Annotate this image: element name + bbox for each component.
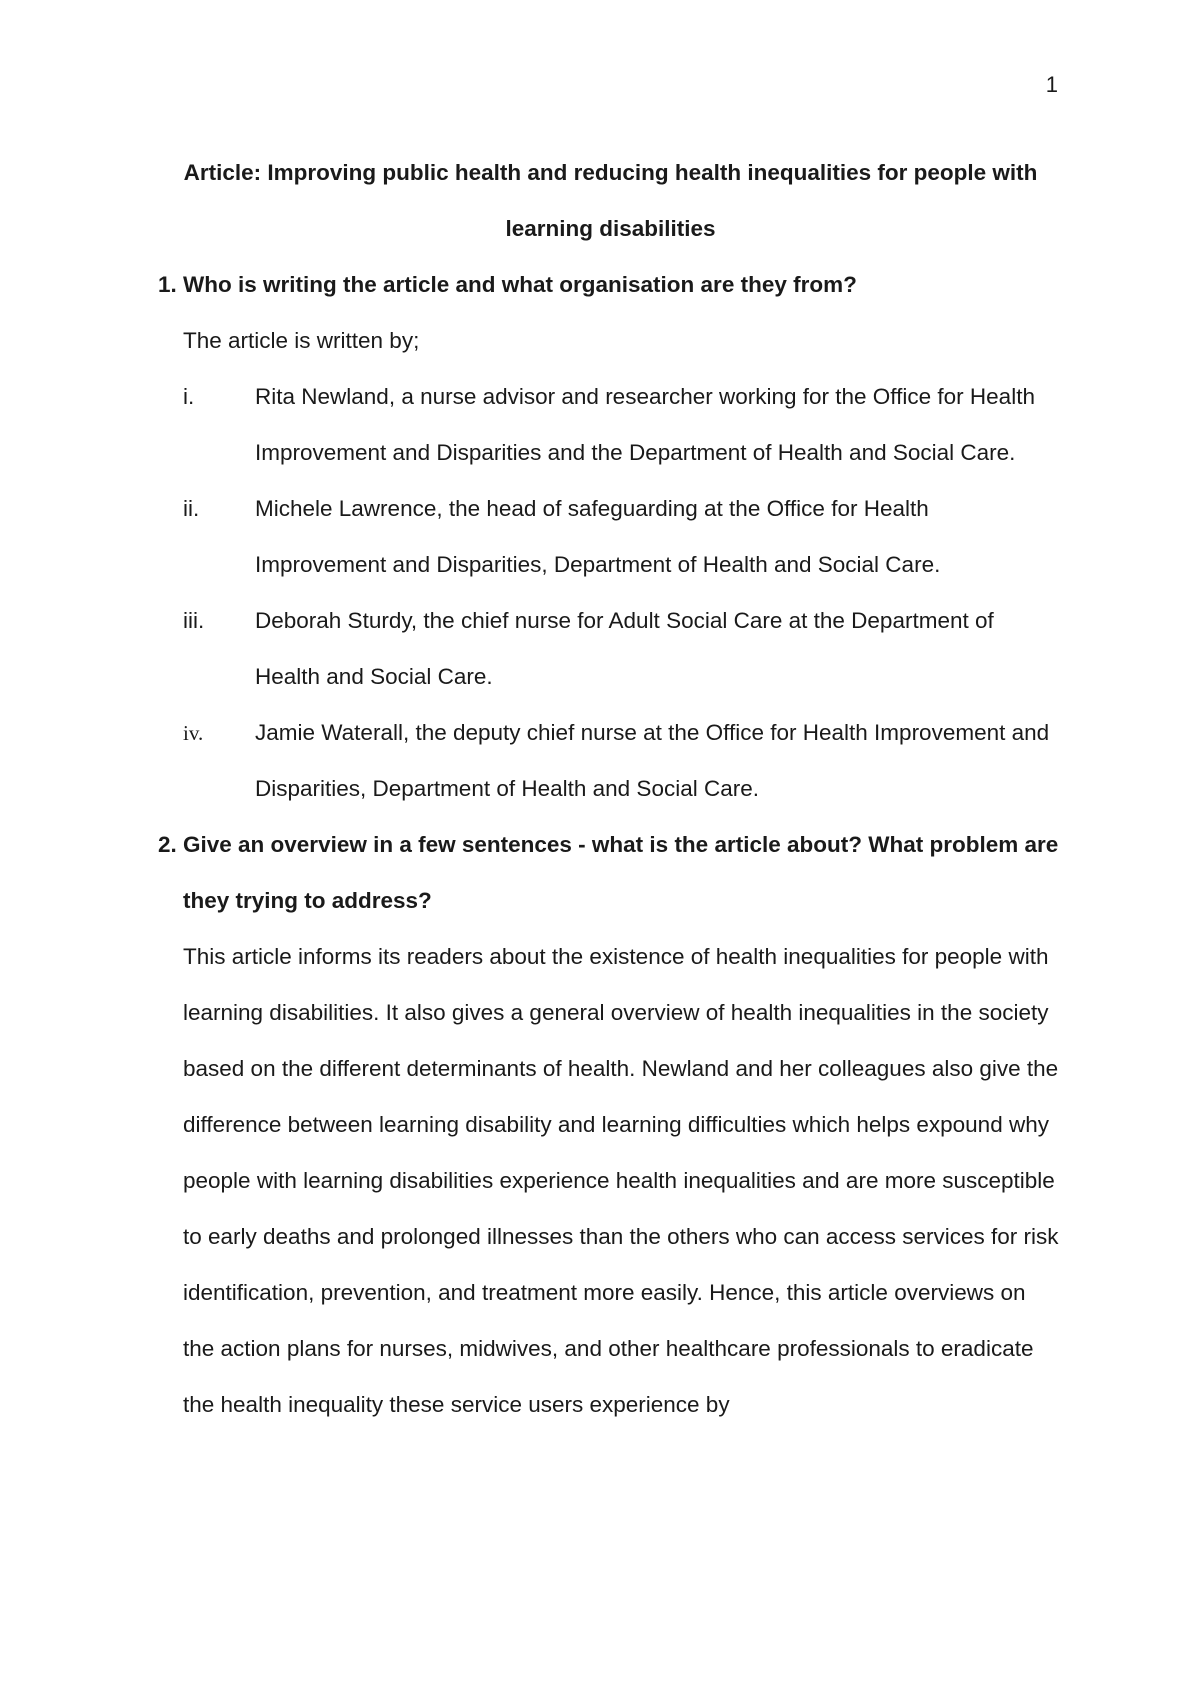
list-numeral: ii. [183, 496, 200, 521]
question-text: Give an overview in a few sentences - what is the article about? What problem are they trying to address? [183, 832, 1059, 913]
author-text: Michele Lawrence, the head of safeguarding at the Office for Health Improvement and Disparities, Department of Health and Social Care. [255, 496, 941, 577]
question-2 [158, 817, 1063, 929]
list-numeral: i. [183, 384, 195, 409]
question-number: 1. [158, 272, 177, 297]
question-1 [158, 257, 1063, 313]
article-title: Article: Improving public health and reducing health inequalities for people with learning disabilities [183, 160, 1038, 241]
answer-paragraph: This article informs its readers about the existence of health inequalities for people with learning disabilities. It also gives a general overview of health inequalities in the society based on the different determinants of health. Newland and her colleagues also give the difference between learning disability and learning difficulties which helps expound why people with learning disabilities experience health inequalities and are more susceptible to early deaths and prolonged illnesses than the others who can access services for risk identification, prevention, and treatment more easily. Hence, this article overviews on the action plans for nurses, midwives, and other healthcare professionals to eradicate the health inequality these service users experience by [183, 944, 1059, 1417]
list-numeral: iv. [183, 721, 204, 745]
author-text: Jamie Waterall, the deputy chief nurse at the Office for Health Improvement and Disparities, Department of Health and Social Care. [255, 720, 1050, 801]
author-item [158, 593, 1063, 705]
list-numeral: iii. [183, 608, 205, 633]
authors-intro: The article is written by; [183, 328, 420, 353]
author-item [158, 705, 1063, 817]
question-text: Who is writing the article and what organisation are they from? [183, 272, 857, 297]
author-item [158, 369, 1063, 481]
question-number: 2. [158, 832, 177, 857]
author-text: Rita Newland, a nurse advisor and researcher working for the Office for Health Improvement and Disparities and the Department of Health and Social Care. [255, 384, 1035, 465]
author-item [158, 481, 1063, 593]
page-number: 1 [1045, 72, 1058, 97]
author-text: Deborah Sturdy, the chief nurse for Adult Social Care at the Department of Health and Social Care. [255, 608, 994, 689]
document-body [158, 145, 1063, 1433]
